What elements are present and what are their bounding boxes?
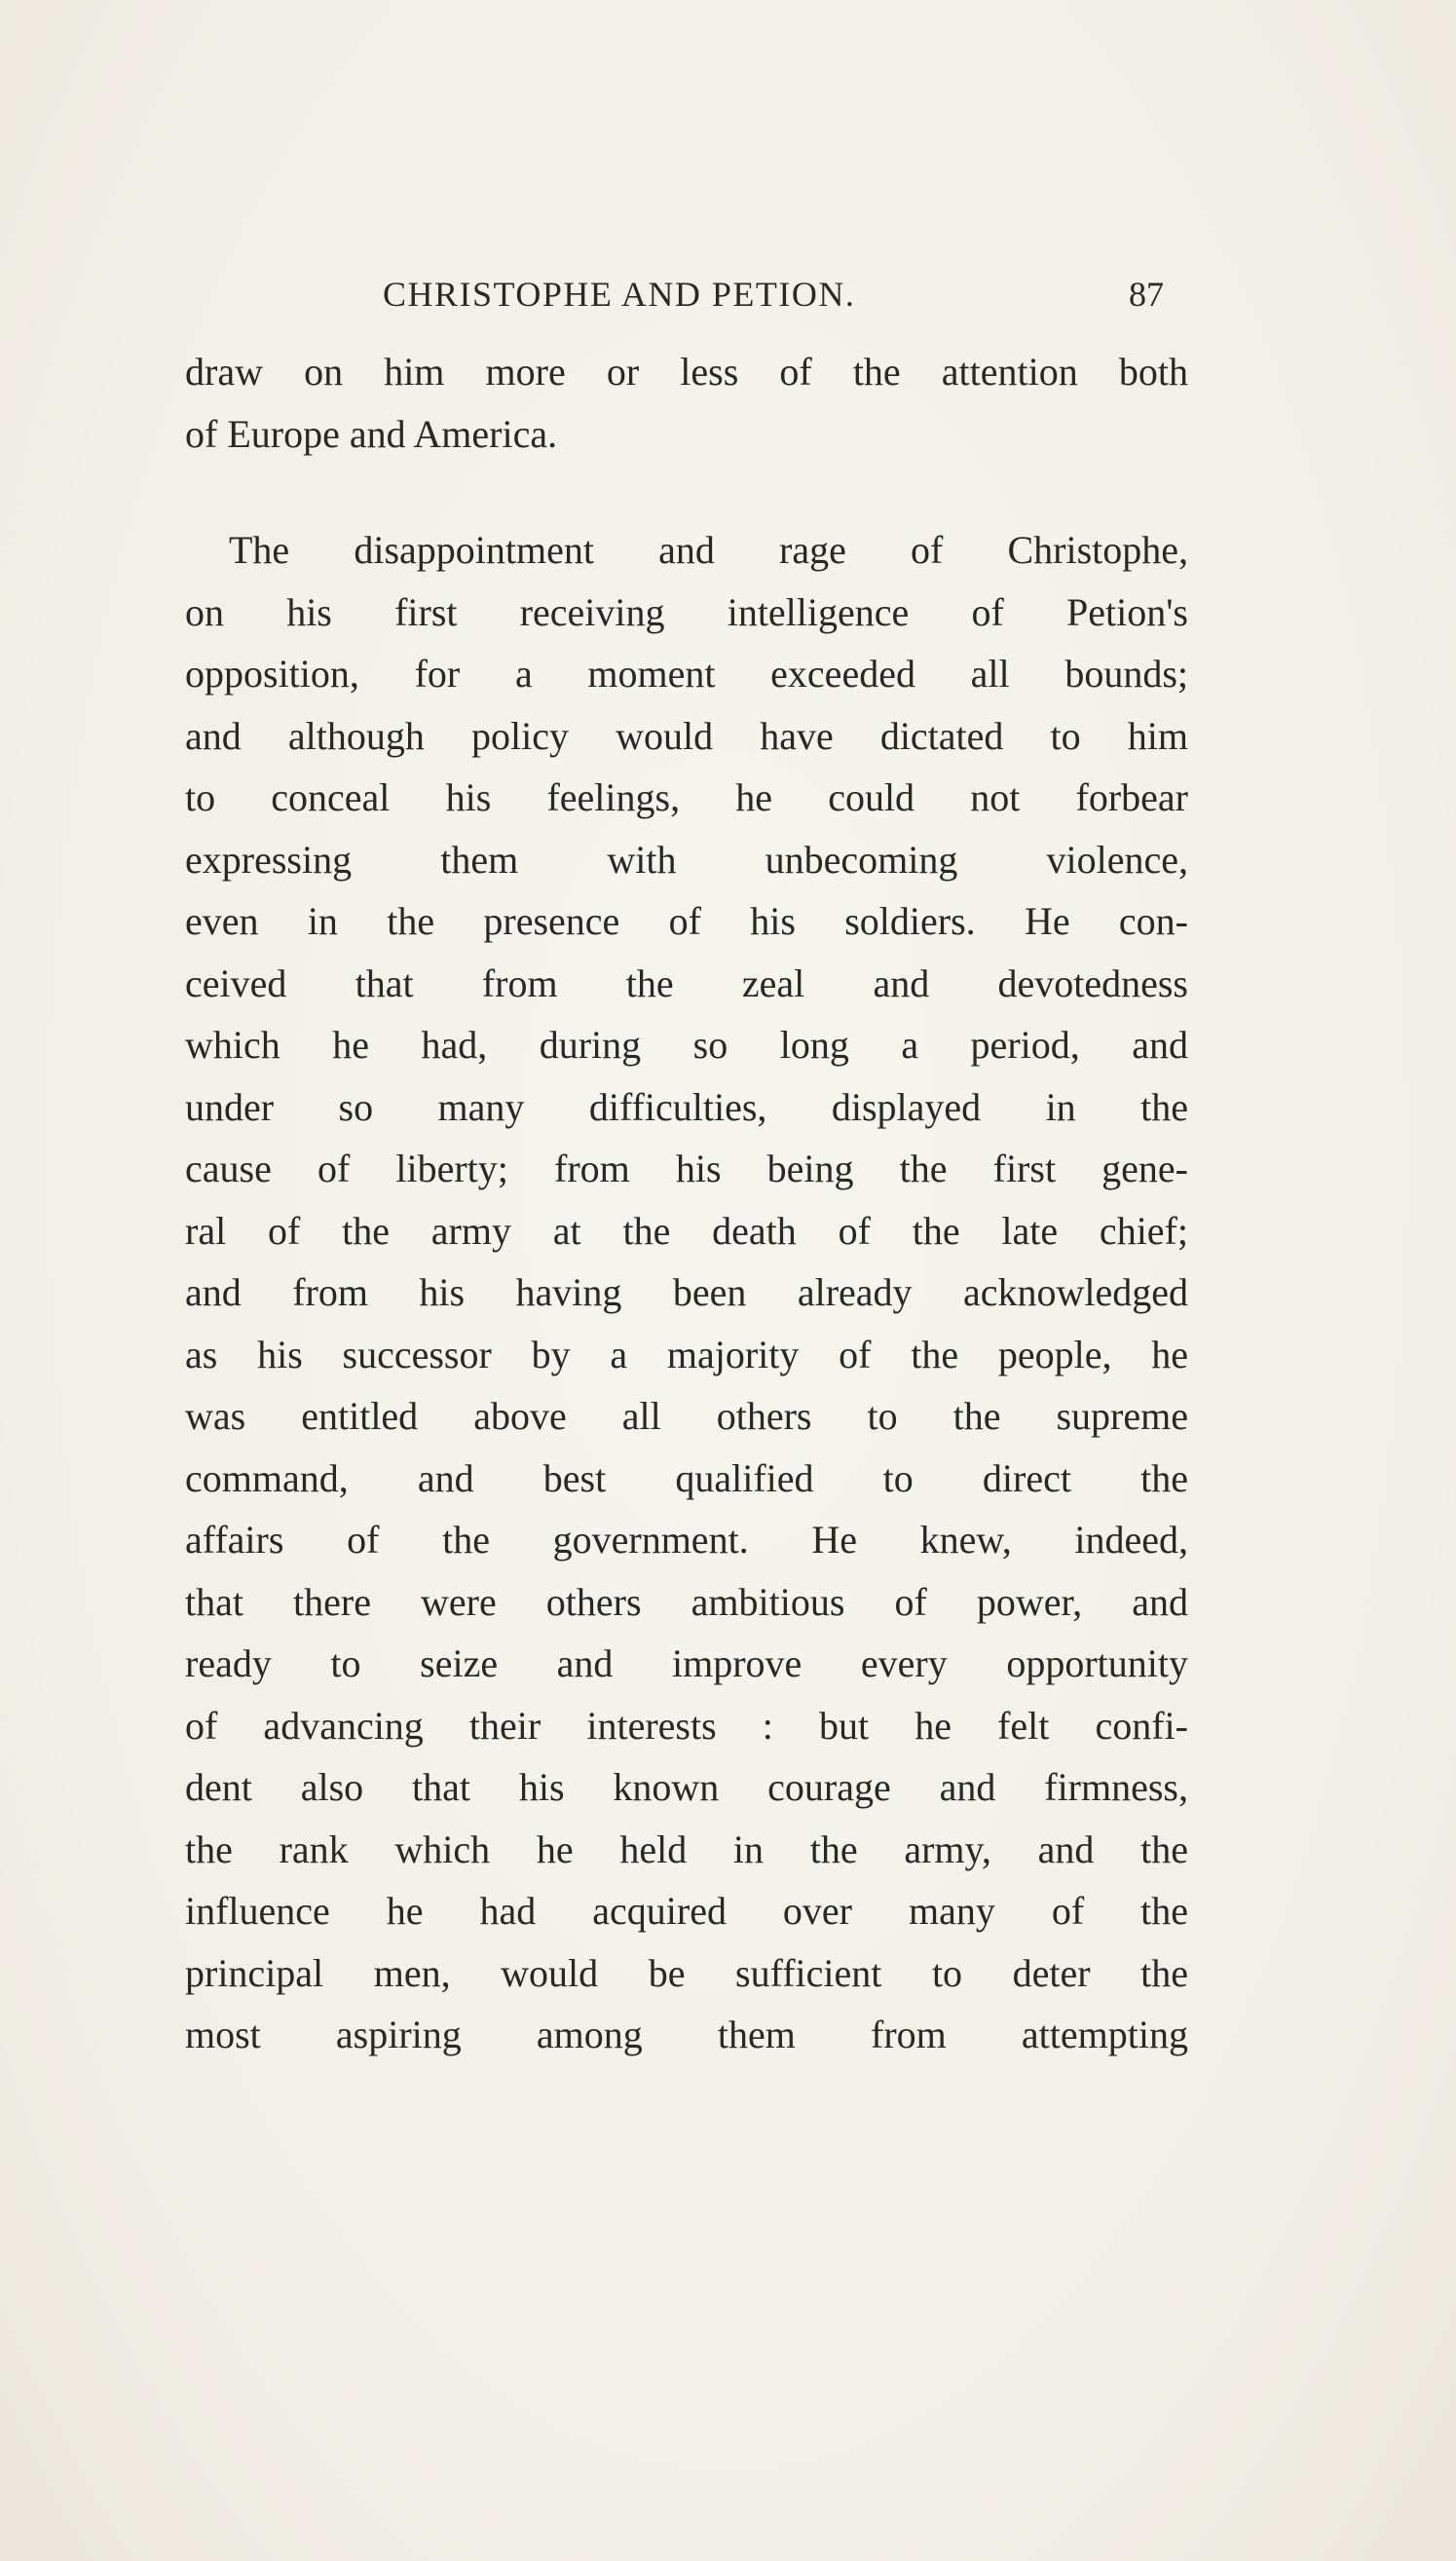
text-line: on his first receiving intelligence of Petion's [185, 589, 1188, 634]
text-line: cause of liberty; from his being the first gene- [185, 1147, 1188, 1190]
text-line: ready to seize and improve every opportunity [185, 1641, 1188, 1685]
text-line: dent also that his known courage and firmness, [185, 1765, 1188, 1809]
text-line: ceived that from the zeal and devotedness [185, 960, 1188, 1005]
text-line: of Europe and America. [185, 411, 558, 456]
text-line: and from his having been already acknowledged [185, 1270, 1188, 1314]
text-line: influence he had acquired over many of the [185, 1889, 1188, 1933]
paragraph [185, 341, 1188, 465]
paragraph-gap [185, 465, 1188, 519]
page-header [185, 265, 1193, 323]
text-line: opposition, for a moment exceeded all bounds; [185, 652, 1188, 696]
text-line: most aspiring among them from attempting [185, 2013, 1188, 2056]
paragraph [185, 519, 1188, 2066]
running-head: CHRISTOPHE AND PETION. [383, 275, 856, 314]
text-line: expressing them with unbecoming violence, [185, 837, 1188, 882]
text-line: which he had, during so long a period, and [185, 1023, 1188, 1067]
text-line: that there were others ambitious of power, and [185, 1579, 1188, 1624]
text-line: draw on him more or less of the attention both [185, 350, 1188, 394]
text-line: The disappointment and rage of Christophe, [229, 528, 1188, 572]
text-line: under so many difficulties, displayed in the [185, 1084, 1188, 1129]
text-line: to conceal his feelings, he could not forbear [185, 775, 1188, 819]
body-text [185, 341, 1188, 2066]
text-line: the rank which he held in the army, and the [185, 1827, 1188, 1871]
text-line: as his successor by a majority of the people, he [185, 1332, 1188, 1376]
text-line: of advancing their interests : but he felt confi- [185, 1703, 1188, 1748]
text-line: even in the presence of his soldiers. He con- [185, 899, 1188, 943]
text-line: principal men, would be sufficient to deter the [185, 1950, 1188, 1995]
text-line: command, and best qualified to direct the [185, 1455, 1188, 1500]
text-line: ral of the army at the death of the late chief; [185, 1208, 1188, 1253]
text-line: was entitled above all others to the supreme [185, 1394, 1188, 1438]
page-number: 87 [1129, 275, 1164, 314]
text-line: and although policy would have dictated to him [185, 713, 1188, 758]
text-line: affairs of the government. He knew, indeed, [185, 1518, 1188, 1562]
